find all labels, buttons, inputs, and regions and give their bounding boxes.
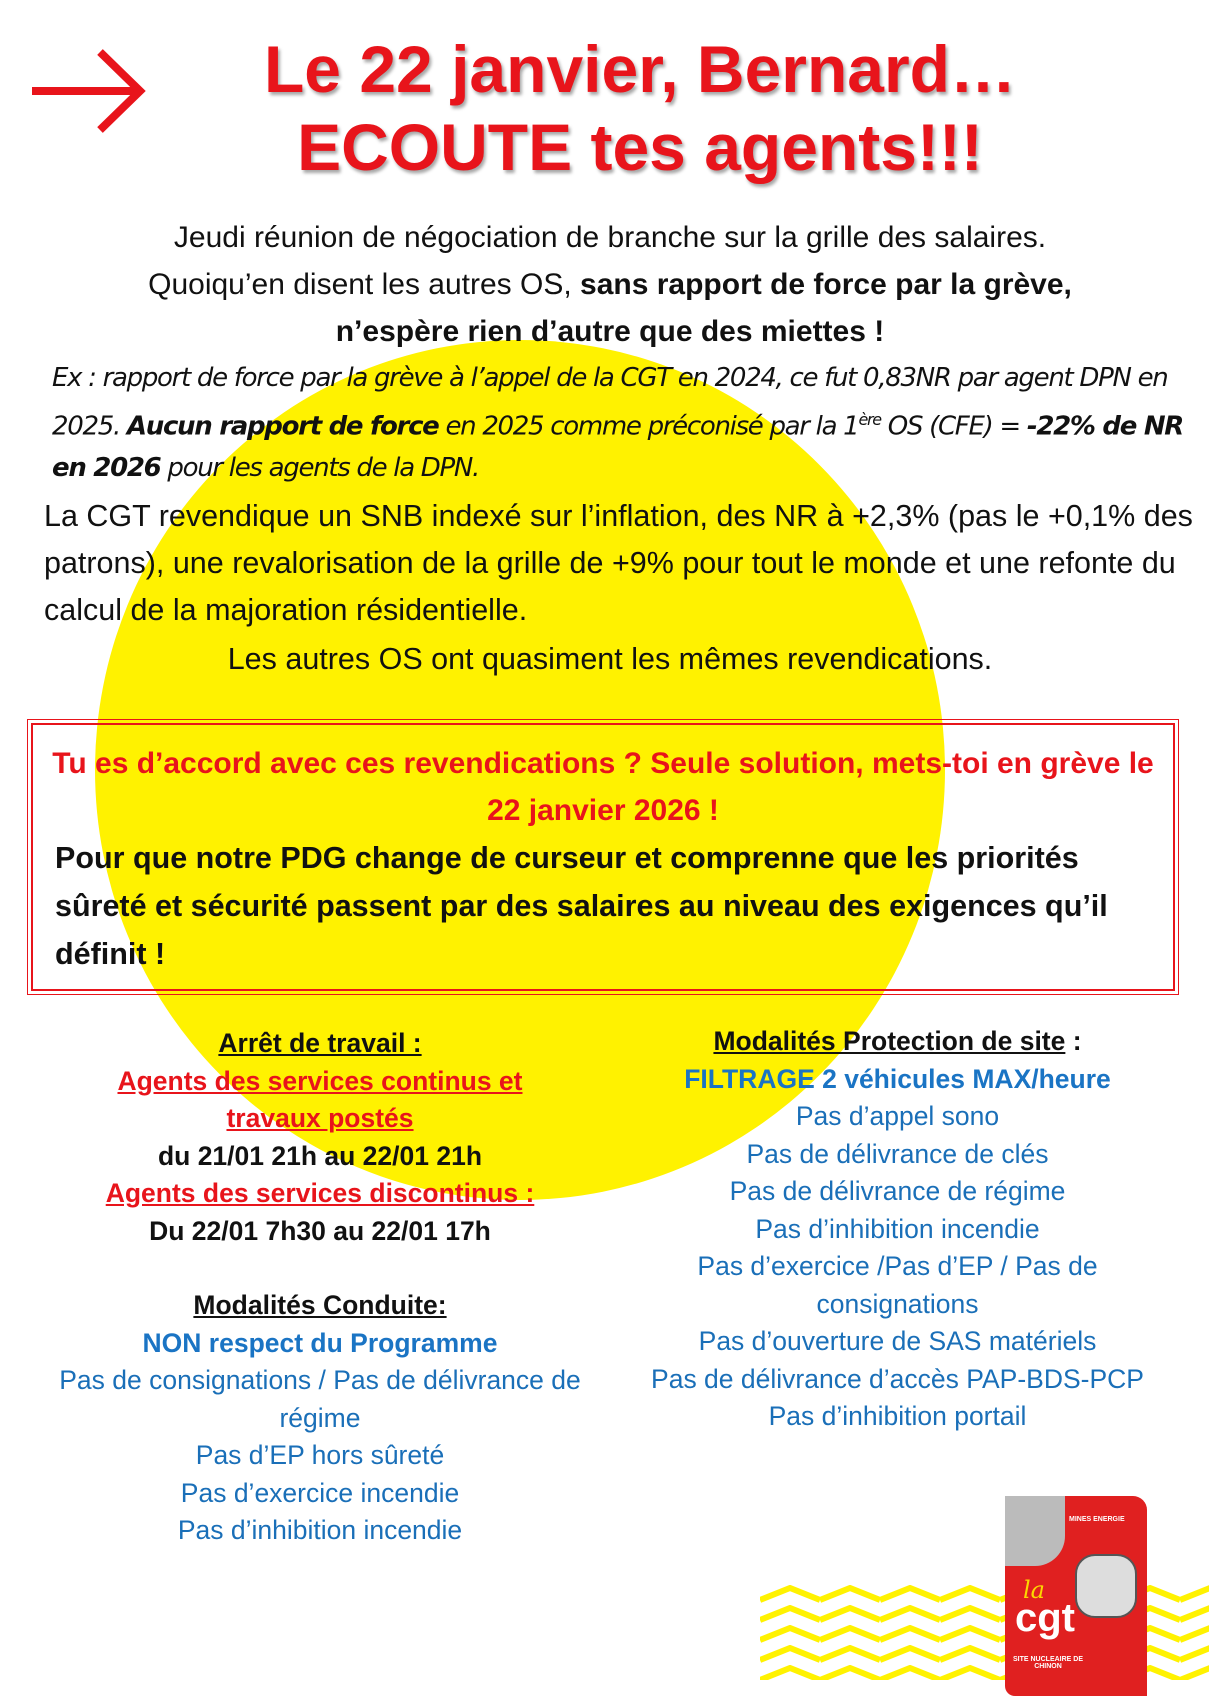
example-text: OS (CFE) = xyxy=(880,411,1027,442)
intro-line-3: n’espère rien d’autre que des miettes ! xyxy=(335,315,885,348)
example-bold-figure: -22% de NR en 2026 xyxy=(52,411,1184,483)
logo-cgt: cgt xyxy=(1015,1596,1075,1640)
intro-line-2 xyxy=(40,261,1180,308)
title-line-2: ECOUTE tes agents!!! xyxy=(297,110,983,184)
example-text: Ex : rapport de force par la grève à l’appel de la CGT en 2024, ce fut 0,83NR par agent DPN en 2025. xyxy=(52,363,1168,442)
protection-item: Pas d’exercice /Pas d’EP / Pas de consignations xyxy=(697,1251,1098,1319)
intro-line-2-bold: sans rapport de force par la grève, xyxy=(580,268,1072,301)
callout-box xyxy=(31,723,1175,991)
conduite-item: Pas de consignations / Pas de délivrance de régime xyxy=(59,1365,581,1433)
right-column xyxy=(620,1023,1175,1436)
fist-cloud-icon xyxy=(1005,1496,1065,1566)
protection-item: Pas de délivrance de clés xyxy=(746,1138,1049,1169)
title-line-1: Le 22 janvier, Bernard… xyxy=(263,32,1016,106)
conduite-item: Pas d’exercice incendie xyxy=(180,1477,460,1508)
protection-item: Pas d’inhibition incendie xyxy=(755,1213,1040,1244)
example-bold: Aucun rapport de force xyxy=(126,411,439,442)
discontinuous-services-dates: Du 22/01 7h30 au 22/01 17h xyxy=(149,1215,491,1246)
intro-line-2-plain: Quoiqu’en disent les autres OS, xyxy=(148,268,581,301)
protection-item: Pas d’ouverture de SAS matériels xyxy=(698,1326,1097,1356)
conduite-item: Pas d’inhibition incendie xyxy=(177,1515,463,1545)
demands-paragraph: La CGT revendique un SNB indexé sur l’inflation, des NR à +2,3% (pas le +0,1% des patrons), une revalorisation de la grille de +9% pour tout le monde et une refonte du calcul de la majoration résidentielle. xyxy=(44,499,1193,627)
callout-message: Pour que notre PDG change de curseur et comprenne que les priorités sûreté et sécurité passent par des salaires au niveau des exigences qu’il définit ! xyxy=(55,841,1108,971)
protection-item: Pas de délivrance de régime xyxy=(729,1176,1066,1206)
work-stoppage-header: Arrêt de travail : xyxy=(218,1028,422,1058)
demands-others: Les autres OS ont quasiment les mêmes revendications. xyxy=(227,642,993,676)
conduite-item: Pas d’EP hors sûreté xyxy=(195,1440,445,1470)
protection-item: Pas de délivrance d’accès PAP-BDS-PCP xyxy=(651,1363,1144,1394)
intro-line-1: Jeudi réunion de négociation de branche sur la grille des salaires. xyxy=(173,221,1047,254)
example-text: pour les agents de la DPN. xyxy=(160,452,480,483)
conduite-header: Modalités Conduite: xyxy=(193,1290,447,1320)
logo-la: la xyxy=(1023,1576,1045,1604)
example-paragraph xyxy=(52,358,1192,489)
protection-header: Modalités Protection de site xyxy=(713,1026,1066,1056)
conduite-lead: NON respect du Programme xyxy=(142,1327,498,1358)
left-column xyxy=(30,1025,610,1550)
callout-strike-call: Tu es d’accord avec ces revendications ? Seule solution, mets-toi en grève le 22 janvier 2026 ! xyxy=(52,747,1154,827)
cgt-logo xyxy=(1005,1496,1147,1696)
protection-item: Pas d’inhibition portail xyxy=(768,1401,1027,1431)
discontinuous-services-label: Agents des services discontinus : xyxy=(105,1178,535,1208)
fist-icon xyxy=(1075,1554,1137,1618)
arrow-right-icon xyxy=(32,48,147,134)
protection-lead: FILTRAGE 2 véhicules MAX/heure xyxy=(684,1063,1111,1094)
example-text: en 2025 comme préconisé par la 1 xyxy=(438,411,859,442)
protection-item: Pas d’appel sono xyxy=(795,1101,1000,1131)
logo-federation: MINES ENERGIE xyxy=(1069,1516,1125,1523)
continuous-services-dates: du 21/01 21h au 22/01 21h xyxy=(157,1140,483,1171)
example-superscript: ère xyxy=(858,410,881,429)
continuous-services-label: Agents des services continus et travaux postés xyxy=(117,1065,523,1133)
protection-header-colon: : xyxy=(1065,1026,1082,1056)
logo-site: SITE NUCLEAIRE DE CHINON xyxy=(1013,1656,1084,1670)
